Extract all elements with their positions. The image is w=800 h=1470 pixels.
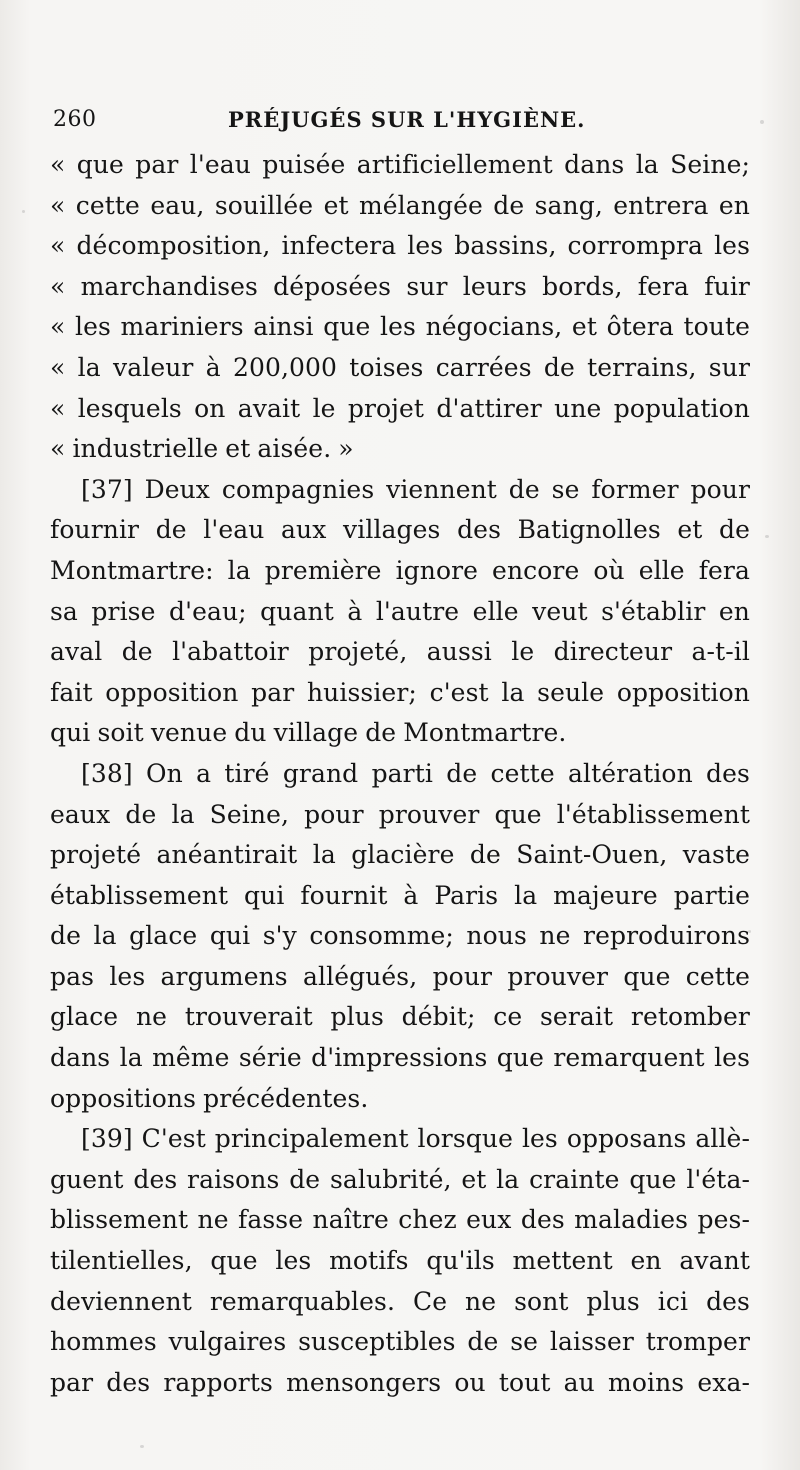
paragraph-39-line-2: guent des raisons de salubrité, et la crainte que l'éta- [50, 1164, 750, 1194]
text-line-5: « les mariniers ainsi que les négocians, et ôtera toute [50, 312, 750, 342]
paragraph-37-line-3: Montmartre: la première ignore encore où elle fera [50, 555, 750, 585]
paragraph-39-line-4: tilentielles, que les motifs qu'ils mettent en avant [50, 1246, 750, 1276]
paragraph-39-line-3: blissement ne fasse naître chez eux des maladies pes- [50, 1205, 750, 1235]
paragraph-38-line-8: dans la même série d'impressions que remarquent les [50, 1043, 750, 1073]
page-header [53, 100, 745, 140]
paper-speck [140, 1445, 144, 1448]
text-line-2: « cette eau, souillée et mélangée de sang, entrera en [50, 190, 750, 220]
paper-speck [748, 930, 751, 933]
paper-speck [765, 535, 769, 538]
paragraph-38-line-7: glace ne trouverait plus débit; ce serait retomber [50, 1002, 750, 1032]
text-line-8: « industrielle et aisée. » [50, 434, 354, 464]
text-line-3: « décomposition, infectera les bassins, corrompra les [50, 231, 750, 261]
text-line-4: « marchandises déposées sur leurs bords, fera fuir [50, 271, 750, 301]
paragraph-37-line-6: fait opposition par huissier; c'est la seule opposition [50, 677, 750, 707]
running-title: PRÉJUGÉS SUR L'HYGIÈNE. [228, 107, 586, 132]
body-text [50, 145, 750, 1403]
text-line-1: « que par l'eau puisée artificiellement dans la Seine; [50, 150, 750, 179]
page-number: 260 [53, 107, 97, 132]
paragraph-37-line-4: sa prise d'eau; quant à l'autre elle veut s'établir en [50, 596, 750, 626]
paper-speck [760, 120, 764, 124]
paragraph-38-line-5: de la glace qui s'y consomme; nous ne reproduirons [50, 921, 750, 951]
paragraph-39-line-7: par des rapports mensongers ou tout au moins exa- [50, 1367, 750, 1397]
text-line-7: « lesquels on avait le projet d'attirer une population [50, 393, 750, 423]
paragraph-38-line-6: pas les argumens allégués, pour prouver que cette [50, 961, 750, 991]
paragraph-38-line-4: établissement qui fournit à Paris la majeure partie [50, 880, 750, 910]
paragraph-37-line-7: qui soit venue du village de Montmartre. [50, 718, 567, 748]
paper-speck [22, 210, 25, 213]
paragraph-37-line-1: [37] Deux compagnies viennent de se former pour [81, 474, 750, 504]
paragraph-37-line-2: fournir de l'eau aux villages des Batignolles et de [50, 515, 750, 545]
paragraph-38-line-3: projeté anéantirait la glacière de Saint-Ouen, vaste [50, 840, 750, 870]
text-line-6: « la valeur à 200,000 toises carrées de terrains, sur [50, 352, 750, 382]
paragraph-39-line-5: deviennent remarquables. Ce ne sont plus ici des [50, 1286, 750, 1316]
paragraph-38-line-2: eaux de la Seine, pour prouver que l'établissement [50, 799, 750, 829]
paragraph-37-line-5: aval de l'abattoir projeté, aussi le directeur a-t-il [50, 637, 750, 667]
paragraph-38-line-9: oppositions précédentes. [50, 1083, 369, 1113]
paragraph-39-line-6: hommes vulgaires susceptibles de se laisser tromper [50, 1327, 750, 1357]
paragraph-38-line-1: [38] On a tiré grand parti de cette altération des [81, 758, 750, 788]
paragraph-39-line-1: [39] C'est principalement lorsque les opposans allè- [81, 1124, 750, 1154]
